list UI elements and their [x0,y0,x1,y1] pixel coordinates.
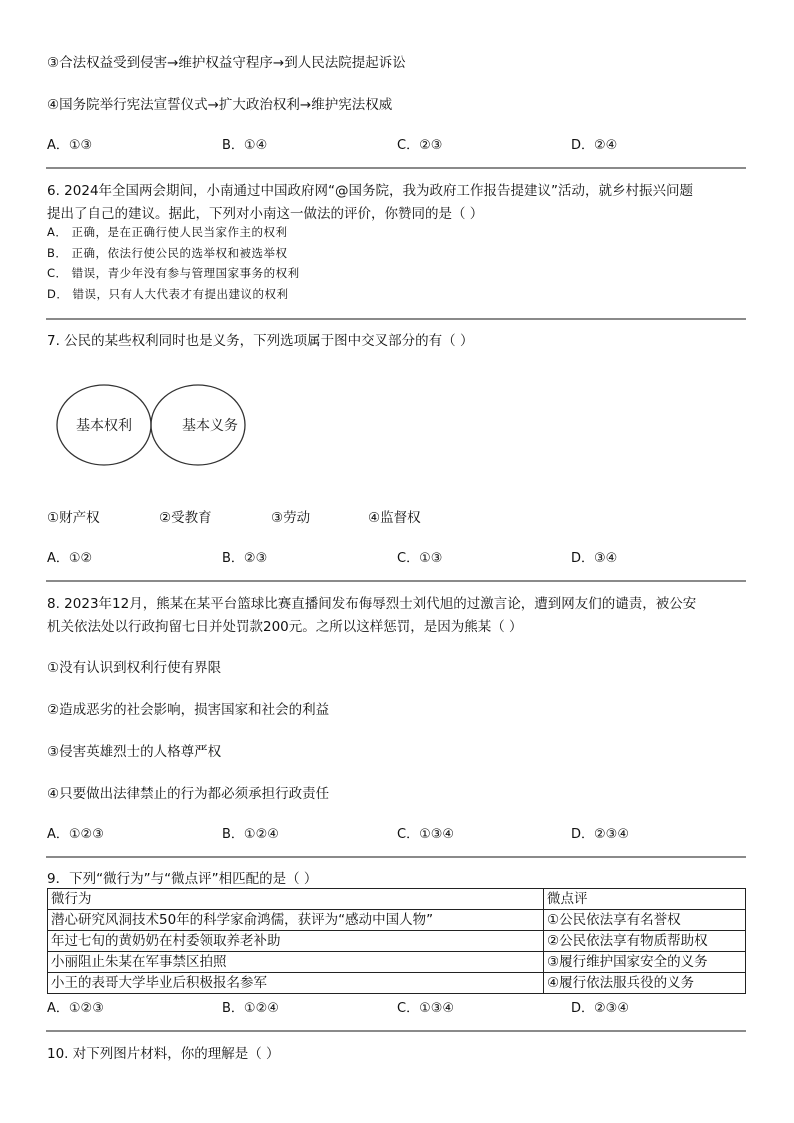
divider [46,1030,746,1032]
q8-option-b[interactable]: B．①②④ [222,827,279,842]
q8-stem-line1: 8. 2023年12月，熊某在某平台篮球比赛直播间发布侮辱烈士刘代旭的过激言论，遭到网友们的谴责，被公安 [47,596,697,612]
q6-stem-line2: 提出了自己的建议。据此，下列对小南这一做法的评价，你赞同的是（ ） [47,206,484,222]
q7-item-3: ③劳动 [271,510,311,526]
q8-item-4: ④只要做出法律禁止的行为都必须承担行政责任 [47,786,330,802]
venn-diagram [48,375,293,475]
q6-option-d[interactable]: D． 错误，只有人大代表才有提出建议的权利 [47,287,289,301]
table-cell: 潜心研究风洞技术50年的科学家俞鸿儒，获评为“感动中国人物” [48,910,544,931]
q8-stem-line2: 机关依法处以行政拘留七日并处罚款200元。之所以这样惩罚，是因为熊某（ ） [47,619,523,635]
q7-item-4: ④监督权 [368,510,421,526]
q5-option-a[interactable]: A．①③ [47,138,93,153]
table-row [48,973,746,994]
q7-stem: 7. 公民的某些权利同时也是义务，下列选项属于图中交叉部分的有（ ） [47,333,474,349]
table-row [48,952,746,973]
divider [46,167,746,169]
venn-label-left: 基本权利 [76,418,132,434]
table-header-row [48,889,746,910]
q5-item-3: ③合法权益受到侵害→维护权益守程序→到人民法院提起诉讼 [47,55,406,71]
divider [46,580,746,582]
table-cell: 小丽阻止朱某在军事禁区拍照 [48,952,544,973]
table-cell: 小王的表哥大学毕业后积极报名参军 [48,973,544,994]
table-cell: ④履行依法服兵役的义务 [544,973,746,994]
q8-option-c[interactable]: C．①③④ [397,827,455,842]
q7-option-b[interactable]: B．②③ [222,551,268,566]
q5-item-4: ④国务院举行宪法宣誓仪式→扩大政治权利→维护宪法权威 [47,97,393,113]
q7-item-2: ②受教育 [159,510,212,526]
q7-item-1: ①财产权 [47,510,100,526]
q5-option-c[interactable]: C．②③ [397,138,443,153]
q8-item-3: ③侵害英雄烈士的人格尊严权 [47,744,222,760]
table-row [48,910,746,931]
q8-item-2: ②造成恶劣的社会影响，损害国家和社会的利益 [47,702,330,718]
q8-option-d[interactable]: D．②③④ [571,827,629,842]
q7-option-a[interactable]: A．①② [47,551,93,566]
q5-option-d[interactable]: D．②④ [571,138,618,153]
table-cell: ②公民依法享有物质帮助权 [544,931,746,952]
q8-item-1: ①没有认识到权利行使有界限 [47,660,222,676]
table-cell: ③履行维护国家安全的义务 [544,952,746,973]
q5-option-b[interactable]: B．①④ [222,138,268,153]
q9-match-table [47,888,746,994]
table-cell: ①公民依法享有名誉权 [544,910,746,931]
divider [46,318,746,320]
table-header: 微行为 [48,889,544,910]
venn-label-right: 基本义务 [182,418,238,434]
table-row [48,931,746,952]
q9-option-b[interactable]: B．①②④ [222,1001,279,1016]
q7-option-d[interactable]: D．③④ [571,551,618,566]
table-header: 微点评 [544,889,746,910]
q9-option-d[interactable]: D．②③④ [571,1001,629,1016]
q9-option-a[interactable]: A．①②③ [47,1001,104,1016]
q9-stem: 9．下列“微行为”与“微点评”相匹配的是（ ） [47,871,318,887]
q6-option-a[interactable]: A． 正确，是在正确行使人民当家作主的权利 [47,225,288,239]
q7-option-c[interactable]: C．①③ [397,551,443,566]
q9-option-c[interactable]: C．①③④ [397,1001,455,1016]
divider [46,856,746,858]
q6-option-c[interactable]: C． 错误，青少年没有参与管理国家事务的权利 [47,266,300,280]
q6-option-b[interactable]: B． 正确，依法行使公民的选举权和被选举权 [47,246,288,260]
table-cell: 年过七旬的黄奶奶在村委领取养老补助 [48,931,544,952]
q10-stem: 10. 对下列图片材料，你的理解是（ ） [47,1046,280,1062]
q8-option-a[interactable]: A．①②③ [47,827,104,842]
q6-stem-line1: 6. 2024年全国两会期间，小南通过中国政府网“@国务院，我为政府工作报告提建议”活动，就乡村振兴问题 [47,183,694,199]
